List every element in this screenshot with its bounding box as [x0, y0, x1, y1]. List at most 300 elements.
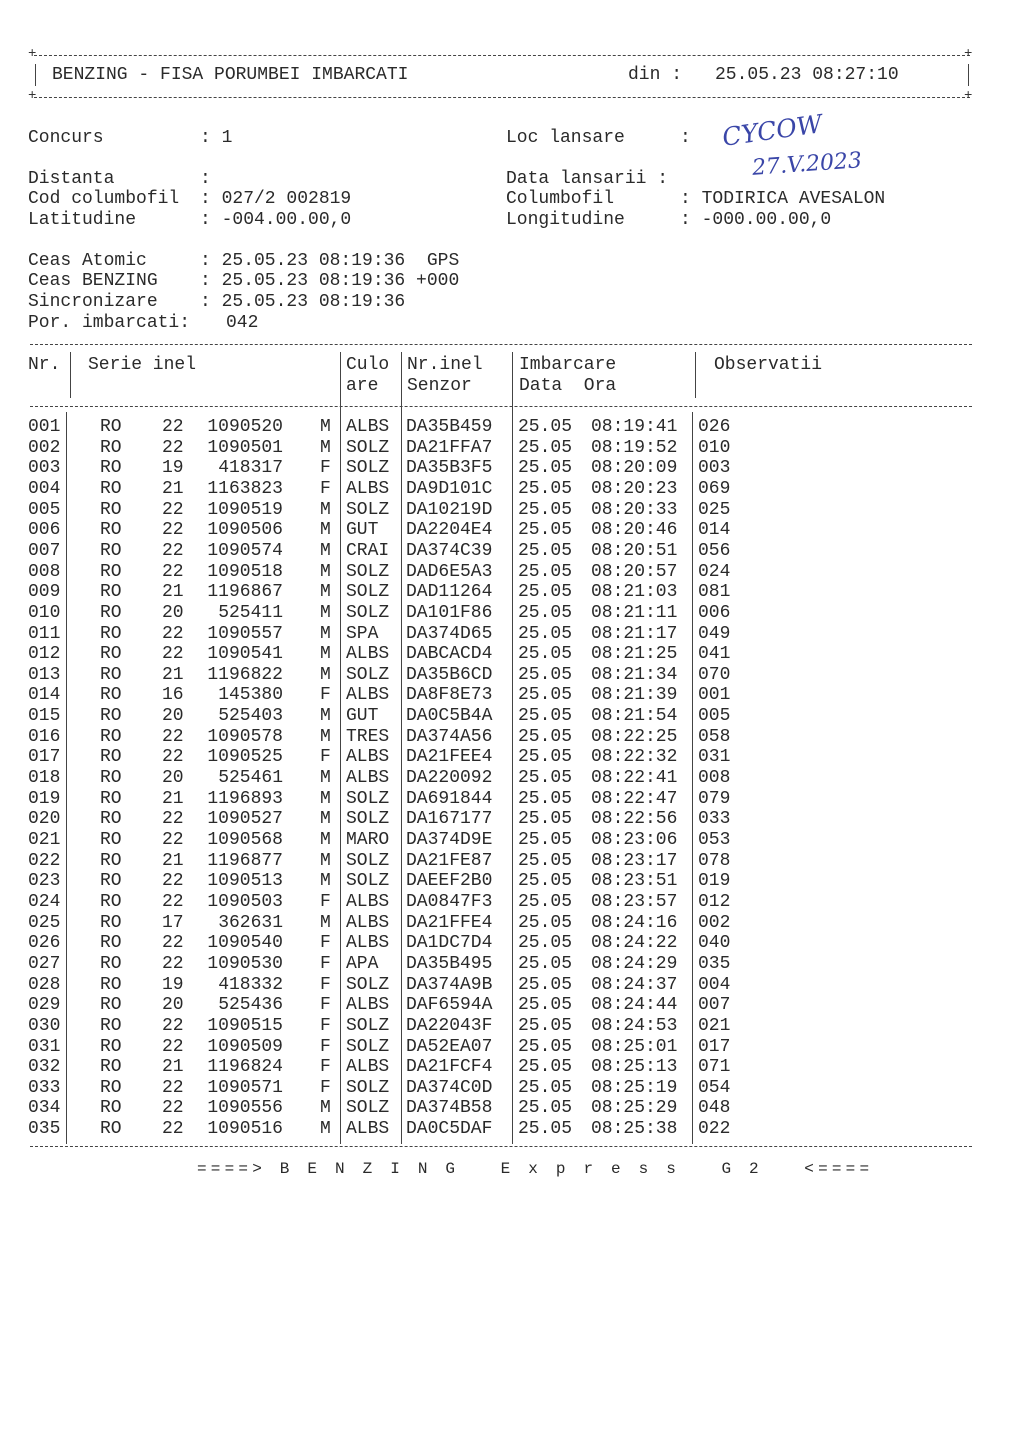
cell-inel: 1090519 [207, 499, 283, 520]
cell-nr: 022 [28, 850, 61, 871]
col-header-nr-inel-1: Nr.inel [407, 355, 483, 375]
cell-observatii: 040 [698, 933, 731, 954]
cell-ora: 08:21:54 [591, 706, 678, 727]
cell-nr: 013 [28, 664, 61, 685]
cell-tara: RO [100, 1057, 122, 1078]
cell-ora: 08:25:19 [591, 1077, 678, 1098]
cell-tara: RO [100, 417, 122, 437]
cell-culoare: SOLZ [346, 437, 390, 458]
cell-nr: 032 [28, 1057, 61, 1078]
cell-an: 20 [162, 995, 184, 1016]
cell-sex: M [320, 520, 331, 541]
cell-an: 22 [162, 540, 184, 561]
cell-tara: RO [100, 644, 122, 665]
col-header-culoare-1: Culo [346, 355, 390, 375]
cell-an: 22 [162, 520, 184, 541]
cell-tara: RO [100, 871, 122, 892]
cell-sex: M [320, 706, 331, 727]
cell-nr: 007 [28, 540, 61, 561]
cell-culoare: ALBS [346, 478, 390, 499]
cell-ora: 08:21:17 [591, 623, 678, 644]
cell-an: 22 [162, 891, 184, 912]
longitudine-label: Longitudine [506, 210, 625, 230]
cell-senzor: DA21FE87 [406, 850, 493, 871]
cell-tara: RO [100, 912, 122, 933]
cell-culoare: MARO [346, 830, 390, 850]
cell-culoare: ALBS [346, 417, 390, 437]
cell-culoare: SOLZ [346, 1036, 390, 1057]
cell-an: 17 [162, 912, 184, 933]
cell-senzor: DA374B58 [406, 1098, 493, 1119]
col-header-nr-inel-2: Senzor [407, 376, 472, 396]
cell-observatii: 008 [698, 768, 731, 789]
cell-sex: M [320, 1098, 331, 1119]
cell-observatii: 003 [698, 458, 731, 479]
longitudine-value: : -000.00.00,0 [680, 210, 832, 230]
cell-sex: F [320, 685, 331, 706]
col-header-culoare-2: are [346, 376, 379, 396]
cell-tara: RO [100, 540, 122, 561]
ceas-benzing-value: : 25.05.23 08:19:36 +000 [200, 271, 460, 291]
cell-data: 25.05 [518, 478, 573, 499]
cell-observatii: 054 [698, 1077, 731, 1098]
cell-senzor: DA374C0D [406, 1077, 493, 1098]
cell-inel: 1090503 [207, 891, 283, 912]
cell-sex: M [320, 788, 331, 809]
print-date-label: din : [628, 65, 683, 85]
cell-inel: 418317 [218, 458, 283, 479]
cell-inel: 1090506 [207, 520, 283, 541]
cell-senzor: DA52EA07 [406, 1036, 493, 1057]
cell-ora: 08:24:44 [591, 995, 678, 1016]
cell-tara: RO [100, 1098, 122, 1119]
cell-senzor: DA374C39 [406, 540, 493, 561]
cell-culoare: SOLZ [346, 1015, 390, 1036]
concurs-label: Concurs [28, 128, 104, 148]
cell-sex: M [320, 437, 331, 458]
cell-culoare: SOLZ [346, 974, 390, 995]
cell-inel: 1090574 [207, 540, 283, 561]
cell-tara: RO [100, 437, 122, 458]
cell-an: 22 [162, 726, 184, 747]
cell-inel: 1196822 [207, 664, 283, 685]
cell-ora: 08:21:11 [591, 602, 678, 623]
corner-mark: + [964, 46, 973, 62]
cell-an: 22 [162, 561, 184, 582]
cell-inel: 1090541 [207, 644, 283, 665]
cell-nr: 014 [28, 685, 61, 706]
cell-observatii: 024 [698, 561, 731, 582]
cell-inel: 1196824 [207, 1057, 283, 1078]
cell-data: 25.05 [518, 1077, 573, 1098]
cell-senzor: DA35B6CD [406, 664, 493, 685]
cell-data: 25.05 [518, 437, 573, 458]
cell-tara: RO [100, 478, 122, 499]
cell-observatii: 012 [698, 891, 731, 912]
cell-sex: M [320, 417, 331, 437]
cell-nr: 011 [28, 623, 61, 644]
table-top-rule [30, 344, 972, 345]
latitudine-label: Latitudine [28, 210, 137, 230]
cell-an: 20 [162, 706, 184, 727]
cell-data: 25.05 [518, 561, 573, 582]
cell-culoare: SOLZ [346, 458, 390, 479]
cell-observatii: 006 [698, 602, 731, 623]
cell-data: 25.05 [518, 1098, 573, 1119]
cell-inel: 1196877 [207, 850, 283, 871]
cell-data: 25.05 [518, 809, 573, 830]
cell-inel: 1090509 [207, 1036, 283, 1057]
cell-tara: RO [100, 830, 122, 850]
cell-inel: 525411 [218, 602, 283, 623]
cell-observatii: 005 [698, 706, 731, 727]
cell-sex: M [320, 644, 331, 665]
cell-senzor: DA21FFE4 [406, 912, 493, 933]
col-separator [66, 412, 67, 1144]
col-separator [692, 412, 693, 1144]
cell-senzor: DA0C5DAF [406, 1119, 493, 1140]
cell-nr: 006 [28, 520, 61, 541]
cell-sex: F [320, 747, 331, 768]
header-right-border [968, 64, 969, 86]
cell-culoare: GUT [346, 706, 379, 727]
cell-ora: 08:20:33 [591, 499, 678, 520]
cell-culoare: ALBS [346, 891, 390, 912]
col-separator [401, 352, 402, 1144]
cell-senzor: DABCACD4 [406, 644, 493, 665]
loc-lansare-label: Loc lansare [506, 128, 625, 148]
cell-an: 19 [162, 458, 184, 479]
cell-data: 25.05 [518, 685, 573, 706]
header-top-rule [34, 55, 970, 56]
cell-ora: 08:20:09 [591, 458, 678, 479]
cell-data: 25.05 [518, 830, 573, 850]
cell-data: 25.05 [518, 747, 573, 768]
cell-tara: RO [100, 995, 122, 1016]
cell-inel: 525461 [218, 768, 283, 789]
cell-tara: RO [100, 933, 122, 954]
cell-observatii: 079 [698, 788, 731, 809]
cell-data: 25.05 [518, 644, 573, 665]
cell-observatii: 010 [698, 437, 731, 458]
cell-ora: 08:23:57 [591, 891, 678, 912]
corner-mark: + [28, 46, 37, 62]
table-bottom-rule [30, 1146, 972, 1147]
cell-tara: RO [100, 974, 122, 995]
cell-ora: 08:20:51 [591, 540, 678, 561]
cell-senzor: DA1DC7D4 [406, 933, 493, 954]
cell-data: 25.05 [518, 871, 573, 892]
cell-tara: RO [100, 788, 122, 809]
cell-inel: 525436 [218, 995, 283, 1016]
distanta-label: Distanta [28, 169, 115, 189]
cell-culoare: ALBS [346, 644, 390, 665]
cell-observatii: 026 [698, 417, 731, 437]
cell-nr: 012 [28, 644, 61, 665]
cell-senzor: DA8F8E73 [406, 685, 493, 706]
cell-sex: F [320, 891, 331, 912]
cell-observatii: 069 [698, 478, 731, 499]
cell-an: 21 [162, 788, 184, 809]
cell-senzor: DA35B3F5 [406, 458, 493, 479]
cell-nr: 034 [28, 1098, 61, 1119]
cell-observatii: 033 [698, 809, 731, 830]
cell-culoare: SOLZ [346, 1077, 390, 1098]
cell-senzor: DA2204E4 [406, 520, 493, 541]
cell-sex: M [320, 582, 331, 603]
cell-an: 22 [162, 1015, 184, 1036]
cell-sex: M [320, 561, 331, 582]
cell-senzor: DA374A9B [406, 974, 493, 995]
cell-an: 22 [162, 747, 184, 768]
cell-sex: F [320, 478, 331, 499]
cell-data: 25.05 [518, 726, 573, 747]
cell-inel: 145380 [218, 685, 283, 706]
cell-sex: M [320, 871, 331, 892]
cell-data: 25.05 [518, 1119, 573, 1140]
cell-senzor: DA101F86 [406, 602, 493, 623]
col-header-serie: Serie inel [88, 355, 197, 375]
print-date-value: 25.05.23 08:27:10 [715, 65, 899, 85]
cell-culoare: SOLZ [346, 561, 390, 582]
cell-nr: 015 [28, 706, 61, 727]
cell-an: 22 [162, 933, 184, 954]
cell-senzor: DA691844 [406, 788, 493, 809]
cell-observatii: 049 [698, 623, 731, 644]
cell-nr: 023 [28, 871, 61, 892]
cell-culoare: SOLZ [346, 499, 390, 520]
cell-inel: 1090571 [207, 1077, 283, 1098]
cell-inel: 1090578 [207, 726, 283, 747]
col-header-nr: Nr. [28, 355, 61, 375]
cell-tara: RO [100, 1036, 122, 1057]
cell-sex: F [320, 995, 331, 1016]
cell-observatii: 019 [698, 871, 731, 892]
cell-nr: 021 [28, 830, 61, 850]
cell-nr: 019 [28, 788, 61, 809]
cell-senzor: DAD11264 [406, 582, 493, 603]
cell-senzor: DA21FFA7 [406, 437, 493, 458]
cell-senzor: DA35B495 [406, 953, 493, 974]
sincronizare-label: Sincronizare [28, 292, 158, 312]
cell-sex: F [320, 953, 331, 974]
cell-sex: F [320, 1077, 331, 1098]
cell-data: 25.05 [518, 458, 573, 479]
corner-mark: + [28, 88, 37, 104]
cell-nr: 016 [28, 726, 61, 747]
cell-senzor: DA167177 [406, 809, 493, 830]
cell-observatii: 035 [698, 953, 731, 974]
cell-tara: RO [100, 458, 122, 479]
cell-tara: RO [100, 726, 122, 747]
cell-tara: RO [100, 520, 122, 541]
cell-nr: 027 [28, 953, 61, 974]
cell-data: 25.05 [518, 974, 573, 995]
cell-culoare: ALBS [346, 768, 390, 789]
cell-tara: RO [100, 561, 122, 582]
cell-nr: 001 [28, 417, 61, 437]
col-header-imbarcare-1: Imbarcare [519, 355, 617, 375]
cell-data: 25.05 [518, 1057, 573, 1078]
loc-lansare-sep: : [680, 128, 691, 148]
cell-sex: F [320, 458, 331, 479]
cell-senzor: DA220092 [406, 768, 493, 789]
cell-inel: 1090501 [207, 437, 283, 458]
cell-ora: 08:23:17 [591, 850, 678, 871]
col-separator [695, 352, 696, 398]
cell-nr: 033 [28, 1077, 61, 1098]
cell-data: 25.05 [518, 953, 573, 974]
cell-observatii: 017 [698, 1036, 731, 1057]
cell-culoare: SPA [346, 623, 379, 644]
cell-ora: 08:25:38 [591, 1119, 678, 1140]
cell-culoare: ALBS [346, 685, 390, 706]
cell-an: 20 [162, 768, 184, 789]
cell-an: 19 [162, 974, 184, 995]
cell-senzor: DA374D65 [406, 623, 493, 644]
cell-observatii: 004 [698, 974, 731, 995]
cell-sex: F [320, 1036, 331, 1057]
cell-tara: RO [100, 953, 122, 974]
col-separator [340, 352, 341, 1144]
data-lansarii-label: Data lansarii : [506, 169, 669, 189]
col-separator [70, 352, 71, 398]
concurs-value: : 1 [200, 128, 233, 148]
cell-ora: 08:22:32 [591, 747, 678, 768]
cell-observatii: 071 [698, 1057, 731, 1078]
cell-culoare: SOLZ [346, 602, 390, 623]
cell-inel: 1090525 [207, 747, 283, 768]
cell-nr: 018 [28, 768, 61, 789]
cell-observatii: 001 [698, 685, 731, 706]
cell-ora: 08:21:39 [591, 685, 678, 706]
col-separator [512, 352, 513, 1144]
cell-an: 22 [162, 417, 184, 437]
cell-an: 21 [162, 478, 184, 499]
cell-inel: 1163823 [207, 478, 283, 499]
cell-nr: 029 [28, 995, 61, 1016]
cell-sex: M [320, 809, 331, 830]
cell-nr: 020 [28, 809, 61, 830]
cell-tara: RO [100, 706, 122, 727]
cell-culoare: SOLZ [346, 809, 390, 830]
cell-an: 22 [162, 1036, 184, 1057]
cell-ora: 08:25:01 [591, 1036, 678, 1057]
cell-sex: M [320, 912, 331, 933]
cell-culoare: ALBS [346, 995, 390, 1016]
cell-an: 20 [162, 602, 184, 623]
col-header-imbarcare-2: Data Ora [519, 376, 617, 396]
cell-nr: 003 [28, 458, 61, 479]
cell-sex: M [320, 540, 331, 561]
cod-columbofil-value: : 027/2 002819 [200, 189, 352, 209]
cell-data: 25.05 [518, 582, 573, 603]
cell-observatii: 025 [698, 499, 731, 520]
cell-ora: 08:20:46 [591, 520, 678, 541]
cell-inel: 1090516 [207, 1119, 283, 1140]
cell-observatii: 041 [698, 644, 731, 665]
cell-inel: 1196893 [207, 788, 283, 809]
cell-culoare: ALBS [346, 912, 390, 933]
cell-ora: 08:20:23 [591, 478, 678, 499]
cell-nr: 017 [28, 747, 61, 768]
cell-tara: RO [100, 1077, 122, 1098]
cell-nr: 025 [28, 912, 61, 933]
footer-brand: ====> B E N Z I N G E x p r e s s G 2 <==== [197, 1160, 874, 1178]
ceas-benzing-label: Ceas BENZING [28, 271, 158, 291]
cell-sex: F [320, 1015, 331, 1036]
cell-culoare: CRAI [346, 540, 390, 561]
cell-culoare: SOLZ [346, 850, 390, 871]
cell-ora: 08:24:22 [591, 933, 678, 954]
cell-data: 25.05 [518, 664, 573, 685]
porumbei-imbarcati-value: 042 [226, 313, 259, 333]
cell-senzor: DA0847F3 [406, 891, 493, 912]
cell-data: 25.05 [518, 891, 573, 912]
cell-culoare: ALBS [346, 1119, 390, 1140]
cell-culoare: SOLZ [346, 871, 390, 892]
cell-an: 22 [162, 1098, 184, 1119]
cell-ora: 08:24:16 [591, 912, 678, 933]
cell-ora: 08:23:06 [591, 830, 678, 850]
cell-data: 25.05 [518, 768, 573, 789]
ceas-atomic-label: Ceas Atomic [28, 251, 147, 271]
cell-sex: M [320, 850, 331, 871]
cell-tara: RO [100, 891, 122, 912]
cell-an: 21 [162, 664, 184, 685]
cell-an: 22 [162, 644, 184, 665]
cell-tara: RO [100, 685, 122, 706]
cell-senzor: DA22043F [406, 1015, 493, 1036]
cell-culoare: APA [346, 953, 379, 974]
cell-an: 22 [162, 1077, 184, 1098]
cell-tara: RO [100, 768, 122, 789]
cell-nr: 004 [28, 478, 61, 499]
cell-tara: RO [100, 623, 122, 644]
cell-nr: 028 [28, 974, 61, 995]
cell-nr: 010 [28, 602, 61, 623]
cell-data: 25.05 [518, 1015, 573, 1036]
cell-senzor: DA35B459 [406, 417, 493, 437]
columbofil-value: : TODIRICA AVESALON [680, 189, 886, 209]
cell-ora: 08:24:53 [591, 1015, 678, 1036]
cell-nr: 031 [28, 1036, 61, 1057]
cell-tara: RO [100, 664, 122, 685]
cell-sex: M [320, 726, 331, 747]
cell-ora: 08:25:13 [591, 1057, 678, 1078]
cell-observatii: 056 [698, 540, 731, 561]
cell-observatii: 021 [698, 1015, 731, 1036]
corner-mark: + [964, 88, 973, 104]
cell-data: 25.05 [518, 540, 573, 561]
cell-an: 22 [162, 809, 184, 830]
cell-senzor: DA21FCF4 [406, 1057, 493, 1078]
cell-inel: 1090518 [207, 561, 283, 582]
cell-data: 25.05 [518, 602, 573, 623]
cell-sex: M [320, 623, 331, 644]
cell-observatii: 007 [698, 995, 731, 1016]
cell-ora: 08:25:29 [591, 1098, 678, 1119]
cell-ora: 08:22:47 [591, 788, 678, 809]
cell-inel: 1090556 [207, 1098, 283, 1119]
cell-data: 25.05 [518, 520, 573, 541]
cell-ora: 08:22:25 [591, 726, 678, 747]
cell-inel: 1090513 [207, 871, 283, 892]
cell-an: 22 [162, 830, 184, 850]
cell-inel: 1090530 [207, 953, 283, 974]
cell-sex: F [320, 933, 331, 954]
cell-tara: RO [100, 602, 122, 623]
